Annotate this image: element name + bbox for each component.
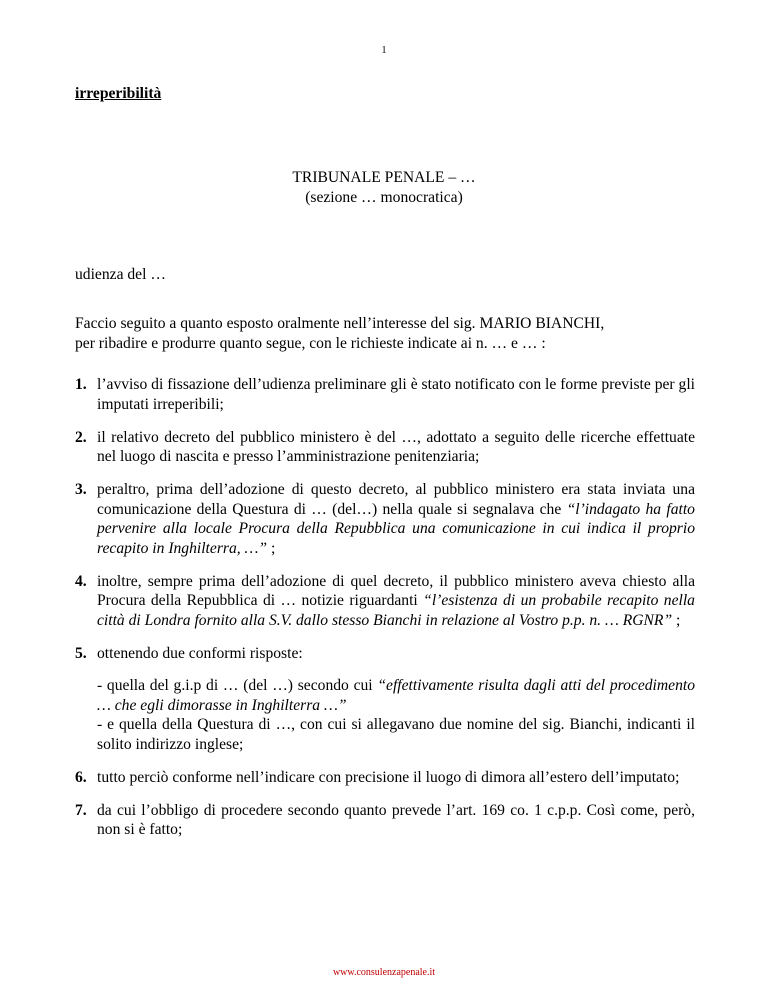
sub-item: - e quella della Questura di …, con cui si allegavano due nomine del sig. Bianchi, indicanti il solito indirizzo inglese; [97, 716, 695, 753]
court-header [0, 168, 768, 207]
list-item [75, 572, 695, 631]
item-body: ottenendo due conformi risposte: [97, 644, 303, 662]
item-quote: “l’esistenza di un probabile recapito nella città di Londra fornito alla S.V. dallo stesso Bianchi in relazione al Vostro p.p. n. … RGNR” [97, 592, 695, 629]
item-text [97, 801, 695, 840]
keyword-heading: irreperibilità [75, 85, 162, 102]
item-text [97, 768, 695, 788]
item-body: inoltre, sempre prima dell’adozione di quel decreto, il pubblico ministero aveva chiesto alla Procura della Repubblica di … notizie riguardanti [97, 572, 695, 609]
sub-item-body: - quella del g.i.p di … (del …) secondo cui [97, 677, 378, 694]
item-number: 5. [75, 644, 87, 662]
item-text [97, 480, 695, 558]
item-number: 6. [75, 768, 87, 786]
item-text [97, 428, 695, 467]
item-number: 3. [75, 481, 87, 498]
item-sub-list [97, 676, 695, 754]
list-item [75, 801, 695, 840]
item-body: il relativo decreto del pubblico ministero è del …, adottato a seguito delle ricerche effettuate nel luogo di nascita e presso l’amministrazione penitenziaria; [97, 428, 695, 465]
item-text [97, 572, 695, 631]
item-number: 4. [75, 572, 87, 590]
item-body: da cui l’obbligo di procedere secondo quanto prevede l’art. 169 co. 1 c.p.p. Così come, però, non si è fatto; [97, 801, 695, 838]
intro-paragraph [75, 314, 695, 353]
list-item [75, 428, 695, 467]
item-text [97, 375, 695, 414]
item-tail: ; [267, 539, 276, 557]
numbered-list [75, 375, 695, 853]
hearing-date: udienza del … [75, 266, 166, 283]
item-quote: “l’indagato ha fatto pervenire alla locale Procura della Repubblica una comunicazione in cui indica il proprio recapito in Inghilterra, …” [97, 500, 695, 557]
footer-website: www.consulenzapenale.it [332, 967, 436, 978]
sub-item-quote: “effettivamente risulta dagli atti del procedimento … che egli dimorasse in Inghilterra …” [97, 677, 695, 714]
item-tail: ; [672, 611, 681, 629]
page-number: 1 [381, 45, 387, 56]
list-item [75, 768, 695, 788]
sub-item [97, 676, 695, 715]
court-title: TRIBUNALE PENALE – … [292, 169, 476, 186]
item-number: 2. [75, 428, 87, 446]
item-text [97, 644, 695, 755]
intro-line-1: Faccio seguito a quanto esposto oralmente nell’interesse del sig. MARIO BIANCHI, [75, 315, 605, 332]
court-section: (sezione … monocratica) [305, 188, 463, 206]
list-item [75, 375, 695, 414]
item-number: 7. [75, 801, 87, 819]
list-item [75, 480, 695, 558]
item-body: peraltro, prima dell’adozione di questo decreto, al pubblico ministero era stata inviata una comunicazione della Questura di … (del…) nella quale si segnalava che [97, 481, 695, 518]
item-body: tutto perciò conforme nell’indicare con precisione il luogo di dimora all’estero dell’imputato; [97, 768, 680, 786]
intro-line-2: per ribadire e produrre quanto segue, con le richieste indicate ai n. … e … : [75, 334, 546, 352]
list-item [75, 644, 695, 755]
item-body: l’avviso di fissazione dell’udienza preliminare gli è stato notificato con le forme previste per gli imputati irreperibili; [97, 376, 695, 413]
item-number: 1. [75, 376, 87, 393]
